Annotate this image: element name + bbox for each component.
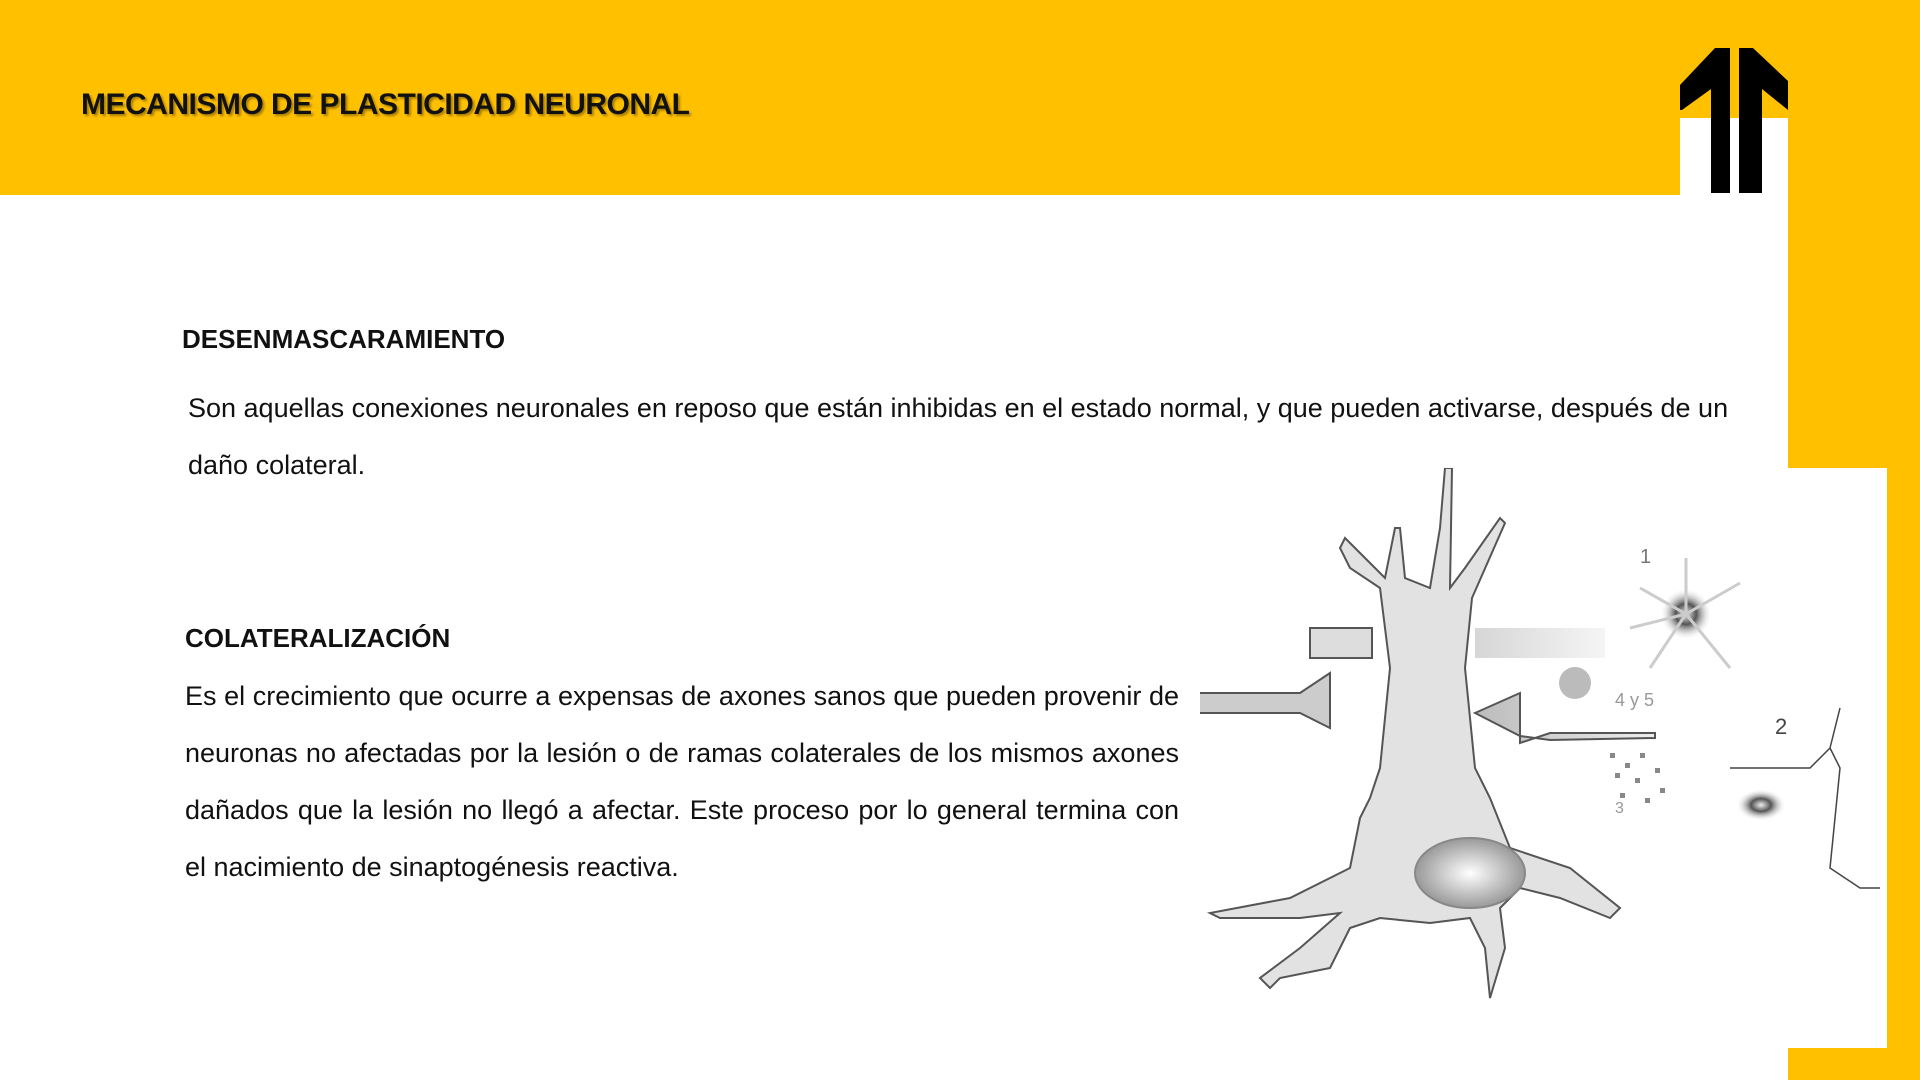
university-logo [1680, 48, 1788, 195]
neuron-diagram [1200, 468, 1887, 1048]
section-body-desenmascaramiento: Son aquellas conexiones neuronales en reposo que están inhibidas en el estado normal, y que pueden activarse, después de un daño colateral. [188, 393, 1729, 480]
label-2: 2 [1775, 714, 1788, 739]
collateral-sprout [1559, 667, 1591, 699]
section-heading-colateralizacion: COLATERALIZACIÓN [185, 623, 451, 653]
section-body-colateralizacion: Es el crecimiento que ocurre a expensas de axones sanos que pueden provenir de neuronas no afectadas por la lesión o de ramas colaterales de los mismos axones dañados que la lesión no llegó a afectar. Este proceso por lo general termina con el nacimiento de sinaptogénesis reactiva. [185, 681, 1179, 882]
fading-axon [1475, 628, 1605, 658]
section-heading-desenmascaramiento: DESENMASCARAMIENTO [182, 324, 506, 354]
page-title: MECANISMO DE PLASTICIDAD NEURONAL [81, 88, 690, 121]
neuron-2-nucleus [1736, 789, 1786, 821]
label-4-y-5: 4 y 5 [1615, 690, 1655, 710]
main-neuron [1200, 468, 1655, 998]
neurotransmitter-dots [1610, 753, 1665, 803]
label-1: 1 [1640, 546, 1652, 568]
neuron-1-dendrites [1630, 558, 1740, 668]
label-3: 3 [1615, 800, 1624, 817]
